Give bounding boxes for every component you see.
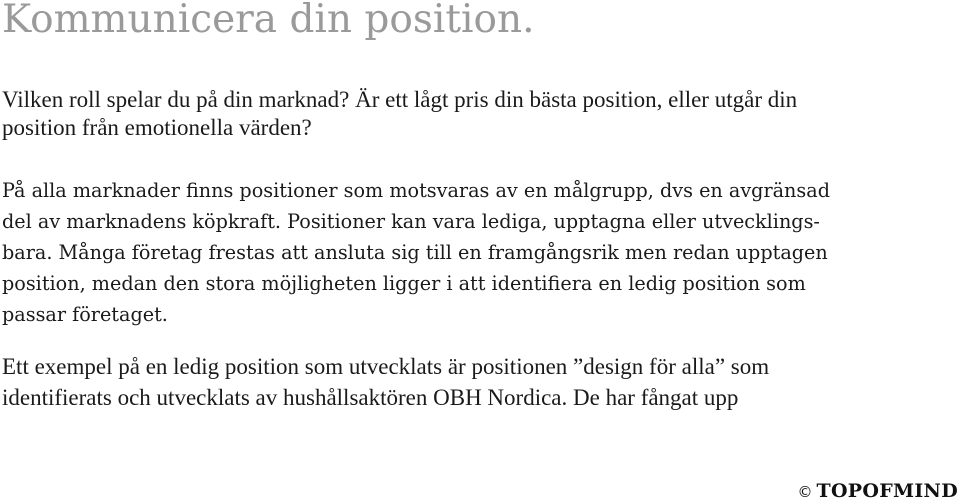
body-line: position, medan den stora möjligheten ligger i att identifiera en ledig position som: [2, 272, 806, 295]
intro-line: position från emotionella värden?: [2, 115, 312, 140]
intro-paragraph: [2, 86, 952, 142]
page-title: Kommunicera din position.: [2, 0, 535, 42]
copyright-icon: ©: [797, 483, 813, 501]
body-line: bara. Många företag frestas att ansluta sig till en framgångsrik men redan upptagen: [2, 241, 828, 264]
example-paragraph: [2, 351, 952, 413]
brand-logo: TOPOFMIND: [816, 480, 958, 502]
body-line: På alla marknader finns positioner som motsvaras av en målgrupp, dvs en avgränsad: [2, 179, 830, 202]
intro-line: Vilken roll spelar du på din marknad? Är ett lågt pris din bästa position, eller utgår din: [2, 87, 798, 112]
brand-footer: [798, 480, 958, 502]
body-line: del av marknadens köpkraft. Positioner kan vara lediga, upptagna eller utvecklings-: [2, 210, 820, 233]
body-paragraph: [2, 175, 952, 330]
example-line: identifierats och utvecklats av hushållsaktören OBH Nordica. De har fångat upp: [2, 385, 739, 410]
example-line: Ett exempel på en ledig position som utvecklats är positionen ”design för alla” som: [2, 354, 770, 379]
body-line: passar företaget.: [2, 303, 168, 326]
